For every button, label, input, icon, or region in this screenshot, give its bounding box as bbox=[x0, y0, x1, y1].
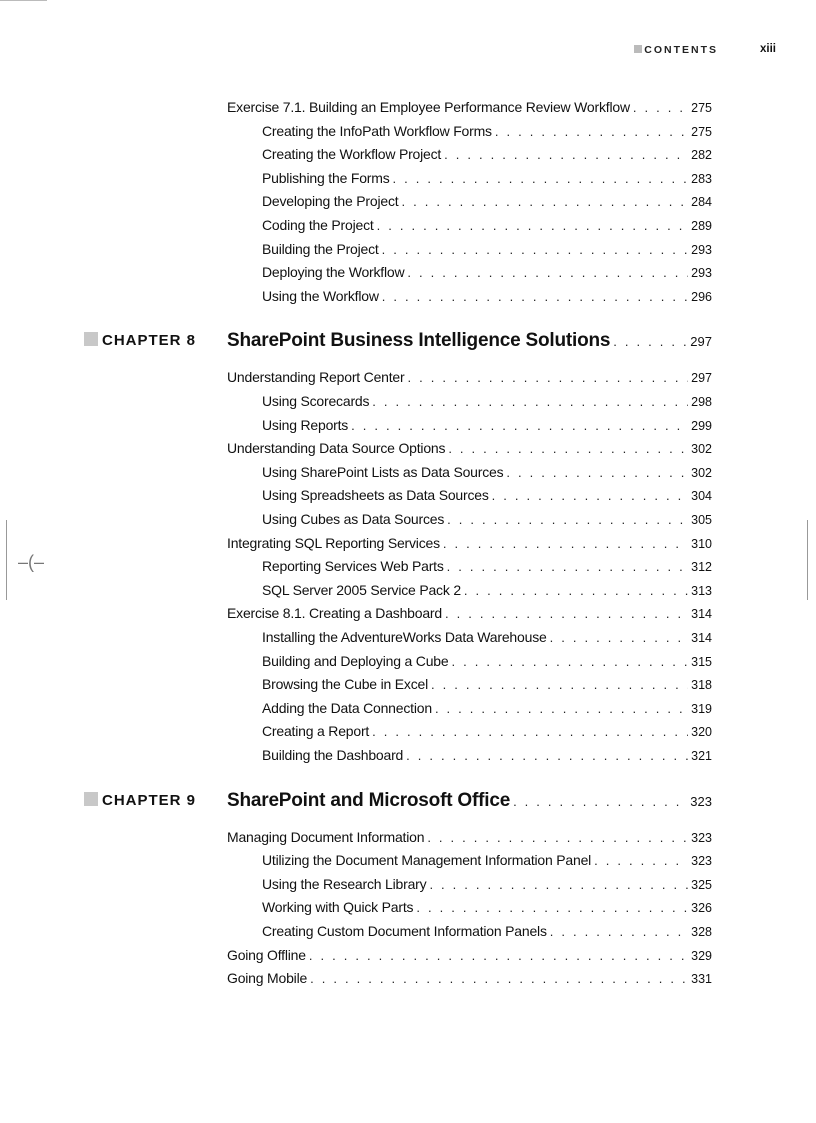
entry-page-number: 331 bbox=[691, 972, 712, 987]
toc-subentry[interactable] bbox=[262, 697, 712, 720]
entry-title: Using Cubes as Data Sources bbox=[262, 511, 445, 527]
entry-page-number: 321 bbox=[691, 749, 712, 763]
toc-row bbox=[0, 120, 816, 142]
toc-subentry[interactable] bbox=[262, 720, 712, 743]
toc-subentry[interactable] bbox=[262, 650, 712, 673]
toc-row bbox=[0, 532, 816, 554]
toc-subentry[interactable] bbox=[262, 673, 712, 696]
dot-leader bbox=[351, 415, 688, 437]
toc-row bbox=[0, 461, 816, 483]
dot-leader bbox=[550, 627, 689, 649]
chapter-label bbox=[84, 792, 196, 809]
dot-leader bbox=[416, 897, 688, 919]
entry-title: Using the Research Library bbox=[262, 875, 427, 892]
toc-subentry[interactable] bbox=[262, 626, 712, 649]
dot-leader bbox=[393, 168, 689, 190]
entry-title: Adding the Data Connection bbox=[262, 699, 432, 716]
toc-subentry[interactable] bbox=[262, 849, 712, 872]
crosshair-icon: –(– bbox=[18, 552, 45, 572]
chapter-title: SharePoint and Microsoft Office bbox=[227, 789, 511, 811]
square-bullet-icon bbox=[84, 332, 98, 346]
square-bullet-icon bbox=[84, 792, 98, 806]
toc-row bbox=[0, 366, 816, 388]
entry-title: Managing Document Information bbox=[227, 828, 425, 845]
entry-page-number: 325 bbox=[691, 877, 712, 892]
chapter-page-number: 297 bbox=[690, 334, 712, 350]
toc-subentry[interactable] bbox=[262, 285, 712, 308]
toc-subentry[interactable] bbox=[262, 390, 712, 413]
section-label: CONTENTS bbox=[644, 44, 718, 56]
chapter-page-number: 323 bbox=[690, 793, 712, 809]
toc-subentry[interactable] bbox=[262, 238, 712, 261]
entry-page-number: 323 bbox=[691, 830, 712, 845]
dot-leader bbox=[448, 438, 688, 460]
dot-leader bbox=[309, 945, 688, 967]
entry-title: SQL Server 2005 Service Pack 2 bbox=[262, 581, 461, 598]
entry-title: Creating the Workflow Project bbox=[262, 146, 442, 163]
toc-row bbox=[0, 673, 816, 695]
dot-leader bbox=[633, 97, 688, 119]
toc-entry[interactable] bbox=[227, 967, 712, 990]
dot-leader bbox=[429, 874, 688, 896]
entry-title: Building and Deploying a Cube bbox=[262, 652, 449, 669]
toc-subentry[interactable] bbox=[262, 744, 712, 767]
entry-title: Creating a Report bbox=[262, 723, 370, 740]
entry-title: Exercise 8.1. Creating a Dashboard bbox=[227, 605, 442, 622]
toc-entry[interactable] bbox=[227, 532, 712, 555]
dot-leader bbox=[506, 462, 688, 484]
toc-row bbox=[0, 849, 816, 871]
chapter-heading bbox=[0, 786, 816, 816]
toc-row bbox=[0, 390, 816, 412]
entry-page-number: 289 bbox=[691, 219, 712, 233]
entry-page-number: 284 bbox=[691, 195, 712, 210]
toc-subentry[interactable] bbox=[262, 143, 712, 166]
entry-title: Developing the Project bbox=[262, 193, 399, 210]
entry-page-number: 302 bbox=[691, 442, 712, 457]
toc-subentry[interactable] bbox=[262, 484, 712, 507]
dot-leader bbox=[444, 144, 688, 166]
toc-row bbox=[0, 437, 816, 459]
entry-page-number: 293 bbox=[691, 242, 712, 257]
entry-page-number: 275 bbox=[691, 124, 712, 139]
dot-leader bbox=[594, 850, 688, 872]
dot-leader bbox=[464, 580, 688, 602]
entry-title: Building the Project bbox=[262, 240, 379, 257]
entry-title: Installing the AdventureWorks Data Warehouse bbox=[262, 629, 547, 645]
entry-page-number: 329 bbox=[691, 948, 712, 963]
dot-leader bbox=[382, 239, 689, 261]
square-bullet-icon bbox=[634, 45, 642, 53]
entry-page-number: 314 bbox=[691, 631, 712, 645]
entry-title: Creating the InfoPath Workflow Forms bbox=[262, 122, 492, 139]
entry-page-number: 283 bbox=[691, 171, 712, 186]
toc-subentry[interactable] bbox=[262, 414, 712, 437]
entry-page-number: 310 bbox=[691, 536, 712, 551]
entry-title: Understanding Report Center bbox=[227, 369, 405, 386]
toc-subentry[interactable] bbox=[262, 508, 712, 531]
toc-subentry[interactable] bbox=[262, 261, 712, 284]
toc-subentry[interactable] bbox=[262, 896, 712, 919]
dot-leader bbox=[495, 121, 688, 143]
entry-title: Deploying the Workflow bbox=[262, 264, 405, 281]
entry-page-number: 319 bbox=[691, 701, 712, 716]
toc-subentry[interactable] bbox=[262, 190, 712, 213]
toc-row bbox=[0, 214, 816, 236]
toc-row bbox=[0, 697, 816, 719]
entry-title: Integrating SQL Reporting Services bbox=[227, 534, 440, 551]
entry-page-number: 313 bbox=[691, 583, 712, 598]
chapter-heading bbox=[0, 326, 816, 356]
toc-row bbox=[0, 96, 816, 118]
running-head bbox=[0, 42, 816, 62]
entry-page-number: 297 bbox=[691, 371, 712, 386]
entry-title: Building the Dashboard bbox=[262, 747, 404, 763]
toc-entry[interactable] bbox=[227, 96, 712, 119]
dot-leader bbox=[447, 509, 688, 531]
toc-subentry[interactable] bbox=[262, 873, 712, 896]
toc-row bbox=[0, 826, 816, 848]
entry-page-number: 305 bbox=[691, 513, 712, 527]
toc-subentry[interactable] bbox=[262, 461, 712, 484]
entry-page-number: 282 bbox=[691, 148, 712, 163]
dot-leader bbox=[550, 921, 688, 943]
chapter-entry[interactable] bbox=[227, 326, 712, 357]
toc-row bbox=[0, 555, 816, 577]
entry-title: Browsing the Cube in Excel bbox=[262, 676, 428, 693]
dot-leader bbox=[406, 745, 688, 767]
dot-leader bbox=[382, 286, 688, 308]
toc-row bbox=[0, 967, 816, 989]
dot-leader bbox=[372, 391, 688, 413]
toc-row bbox=[0, 650, 816, 672]
crop-mark-top bbox=[0, 0, 47, 1]
entry-title: Using Scorecards bbox=[262, 393, 370, 409]
entry-page-number: 296 bbox=[691, 289, 712, 304]
toc-subentry[interactable] bbox=[262, 579, 712, 602]
dot-leader bbox=[443, 533, 688, 555]
toc-row bbox=[0, 626, 816, 648]
toc-entry[interactable] bbox=[227, 602, 712, 625]
entry-page-number: 318 bbox=[691, 678, 712, 693]
dot-leader bbox=[377, 215, 689, 237]
toc-entry[interactable] bbox=[227, 366, 712, 389]
toc-row bbox=[0, 414, 816, 436]
dot-leader bbox=[407, 367, 688, 389]
page-number: xiii bbox=[760, 43, 776, 55]
toc-row bbox=[0, 896, 816, 918]
entry-page-number: 314 bbox=[691, 607, 712, 622]
entry-title: Using the Workflow bbox=[262, 287, 379, 304]
dot-leader bbox=[451, 651, 688, 673]
entry-title: Publishing the Forms bbox=[262, 169, 390, 186]
toc-subentry[interactable] bbox=[262, 167, 712, 190]
toc-row bbox=[0, 143, 816, 165]
toc-subentry[interactable] bbox=[262, 555, 712, 578]
running-head-section bbox=[634, 44, 718, 56]
dot-leader bbox=[447, 556, 688, 578]
dot-leader bbox=[401, 191, 688, 213]
toc-row bbox=[0, 484, 816, 506]
toc-subentry[interactable] bbox=[262, 120, 712, 143]
entry-title: Creating Custom Document Information Panels bbox=[262, 923, 547, 939]
entry-page-number: 304 bbox=[691, 489, 712, 504]
entry-page-number: 315 bbox=[691, 654, 712, 669]
chapter-label bbox=[84, 332, 196, 349]
toc-row bbox=[0, 167, 816, 189]
entry-title: Using Spreadsheets as Data Sources bbox=[262, 487, 489, 504]
entry-title: Utilizing the Document Management Information Panel bbox=[262, 852, 592, 869]
toc-row bbox=[0, 261, 816, 283]
entry-title: Understanding Data Source Options bbox=[227, 440, 446, 457]
dot-leader bbox=[407, 262, 688, 284]
toc-entry[interactable] bbox=[227, 826, 712, 849]
entry-page-number: 323 bbox=[691, 854, 712, 869]
chapter-entry[interactable] bbox=[227, 786, 712, 817]
entry-page-number: 293 bbox=[691, 266, 712, 281]
toc-row bbox=[0, 508, 816, 530]
dot-leader bbox=[435, 698, 688, 720]
toc-subentry[interactable] bbox=[262, 920, 712, 943]
entry-page-number: 320 bbox=[691, 725, 712, 740]
entry-title: Going Mobile bbox=[227, 970, 308, 987]
entry-page-number: 298 bbox=[691, 395, 712, 409]
chapter-title: SharePoint Business Intelligence Solutions bbox=[227, 330, 611, 352]
dot-leader bbox=[445, 603, 688, 625]
toc-row bbox=[0, 920, 816, 942]
entry-title: Using SharePoint Lists as Data Sources bbox=[262, 463, 504, 480]
entry-page-number: 299 bbox=[691, 418, 712, 433]
dot-leader bbox=[372, 721, 688, 743]
toc-row bbox=[0, 744, 816, 766]
entry-page-number: 275 bbox=[691, 101, 712, 115]
toc-row bbox=[0, 720, 816, 742]
toc-row bbox=[0, 285, 816, 307]
entry-page-number: 326 bbox=[691, 901, 712, 916]
dot-leader bbox=[431, 674, 688, 696]
entry-title: Exercise 7.1. Building an Employee Performance Review Workflow bbox=[227, 99, 630, 115]
entry-page-number: 328 bbox=[691, 925, 712, 939]
toc-row bbox=[0, 873, 816, 895]
toc-entry[interactable] bbox=[227, 944, 712, 967]
toc-row bbox=[0, 944, 816, 966]
entry-title: Coding the Project bbox=[262, 217, 374, 233]
entry-title: Working with Quick Parts bbox=[262, 899, 414, 916]
dot-leader bbox=[513, 787, 687, 817]
entry-title: Going Offline bbox=[227, 946, 306, 963]
toc-row bbox=[0, 190, 816, 212]
toc-row bbox=[0, 579, 816, 601]
dot-leader bbox=[427, 827, 688, 849]
chapter-number: CHAPTER 8 bbox=[102, 332, 197, 350]
dot-leader bbox=[310, 968, 688, 990]
dot-leader bbox=[613, 327, 687, 357]
toc-row bbox=[0, 602, 816, 624]
toc-subentry[interactable] bbox=[262, 214, 712, 237]
entry-page-number: 312 bbox=[691, 560, 712, 575]
chapter-number: CHAPTER 9 bbox=[102, 791, 197, 809]
toc-entry[interactable] bbox=[227, 437, 712, 460]
entry-page-number: 302 bbox=[691, 465, 712, 480]
entry-title: Using Reports bbox=[262, 416, 349, 433]
toc-row bbox=[0, 238, 816, 260]
entry-title: Reporting Services Web Parts bbox=[262, 558, 444, 575]
dot-leader bbox=[492, 485, 688, 507]
